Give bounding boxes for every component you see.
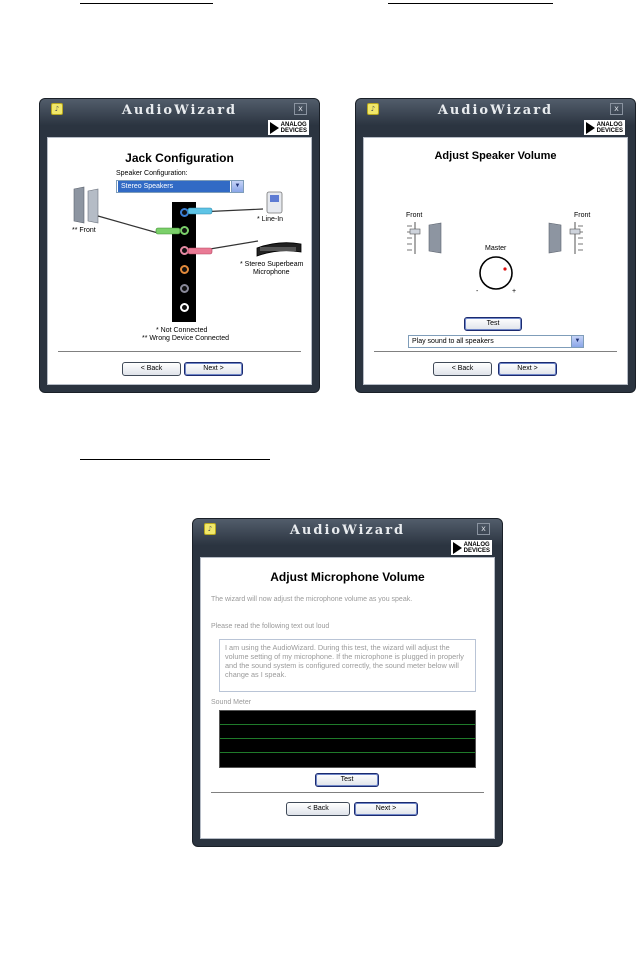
next-button[interactable]: Next > bbox=[354, 802, 418, 816]
wrong-device-note: ** Wrong Device Connected bbox=[142, 335, 230, 342]
analog-devices-logo bbox=[451, 540, 492, 555]
line-in-label: * Line-In bbox=[257, 216, 284, 223]
sound-meter-label: Sound Meter bbox=[211, 699, 252, 706]
page-title: Adjust Microphone Volume bbox=[270, 570, 425, 584]
app-icon: ♪ bbox=[204, 523, 216, 535]
front-right-speaker-icon bbox=[548, 222, 562, 254]
separator bbox=[374, 351, 617, 355]
test-button[interactable]: Test bbox=[464, 317, 522, 331]
brand-line1: ANALOG bbox=[463, 541, 490, 548]
page-title: Jack Configuration bbox=[125, 151, 234, 165]
close-button[interactable]: x bbox=[294, 103, 307, 115]
chevron-down-icon[interactable]: ▼ bbox=[231, 181, 243, 192]
brand-line2: DEVICES bbox=[463, 547, 490, 554]
plus-label: + bbox=[512, 288, 517, 295]
mic-volume-window bbox=[193, 519, 502, 846]
wizard-body bbox=[200, 557, 495, 839]
close-button[interactable]: x bbox=[477, 523, 490, 535]
jack-config-window bbox=[40, 99, 319, 392]
chevron-down-icon[interactable]: ▼ bbox=[571, 336, 583, 347]
back-button[interactable]: < Back bbox=[433, 362, 492, 376]
wizard-body bbox=[363, 137, 628, 385]
mic-label-2: Microphone bbox=[253, 269, 290, 276]
logo-triangle-icon bbox=[586, 122, 595, 134]
wizard-body bbox=[47, 137, 312, 385]
intro-text: The wizard will now adjust the microphone volume as you speak. bbox=[211, 596, 413, 603]
meter-gridline bbox=[220, 752, 475, 753]
read-text-box: I am using the AudioWizard. During this test, the wizard will adjust the volume setting of my microphone. If the microphone is plugged in properly and the sound system is configured correctly, the sound meter below will change as I speak. bbox=[219, 639, 476, 692]
separator bbox=[58, 351, 301, 355]
front-left-label: Front bbox=[406, 212, 423, 219]
logo-triangle-icon bbox=[453, 542, 462, 554]
speaker-config-label: Speaker Configuration: bbox=[116, 170, 188, 177]
brand-line1: ANALOG bbox=[596, 121, 623, 128]
front-right-label: Front bbox=[574, 212, 591, 219]
top-rule-left bbox=[80, 3, 213, 4]
front-right-slider[interactable] bbox=[564, 220, 586, 256]
sound-meter bbox=[219, 710, 476, 768]
master-label: Master bbox=[485, 245, 507, 252]
close-button[interactable]: x bbox=[610, 103, 623, 115]
next-button[interactable]: Next > bbox=[498, 362, 557, 376]
window-title: AudioWizard bbox=[121, 103, 238, 118]
page-title: Adjust Speaker Volume bbox=[434, 150, 557, 162]
microphone-device-icon bbox=[254, 238, 304, 260]
mic-label-1: * Stereo Superbeam bbox=[240, 261, 304, 268]
play-sound-value: Play sound to all speakers bbox=[412, 338, 494, 345]
brand-line2: DEVICES bbox=[280, 127, 307, 134]
logo-triangle-icon bbox=[270, 122, 279, 134]
meter-gridline bbox=[220, 738, 475, 739]
front-left-slider[interactable] bbox=[404, 220, 426, 256]
speaker-config-value: Stereo Speakers bbox=[118, 181, 230, 192]
app-icon: ♪ bbox=[367, 103, 379, 115]
brand-line1: ANALOG bbox=[280, 121, 307, 128]
master-volume-knob[interactable] bbox=[478, 255, 514, 291]
meter-gridline bbox=[220, 724, 475, 725]
window-title: AudioWizard bbox=[437, 103, 554, 118]
front-left-speaker-icon bbox=[428, 222, 442, 254]
back-button[interactable]: < Back bbox=[286, 802, 350, 816]
minus-label: - bbox=[476, 288, 479, 295]
line-in-device-icon bbox=[266, 191, 284, 215]
window-title: AudioWizard bbox=[289, 523, 406, 538]
back-button[interactable]: < Back bbox=[122, 362, 181, 376]
test-button[interactable]: Test bbox=[315, 773, 379, 787]
brand-line2: DEVICES bbox=[596, 127, 623, 134]
front-label: ** Front bbox=[72, 227, 96, 234]
middle-rule bbox=[80, 459, 270, 460]
speaker-volume-window bbox=[356, 99, 635, 392]
analog-devices-logo bbox=[268, 120, 309, 135]
not-connected-note: * Not Connected bbox=[156, 327, 208, 334]
play-sound-select[interactable] bbox=[408, 335, 584, 348]
next-button[interactable]: Next > bbox=[184, 362, 243, 376]
separator bbox=[211, 792, 484, 796]
app-icon: ♪ bbox=[51, 103, 63, 115]
read-label: Please read the following text out loud bbox=[211, 623, 330, 630]
top-rule-right bbox=[388, 3, 553, 4]
analog-devices-logo bbox=[584, 120, 625, 135]
